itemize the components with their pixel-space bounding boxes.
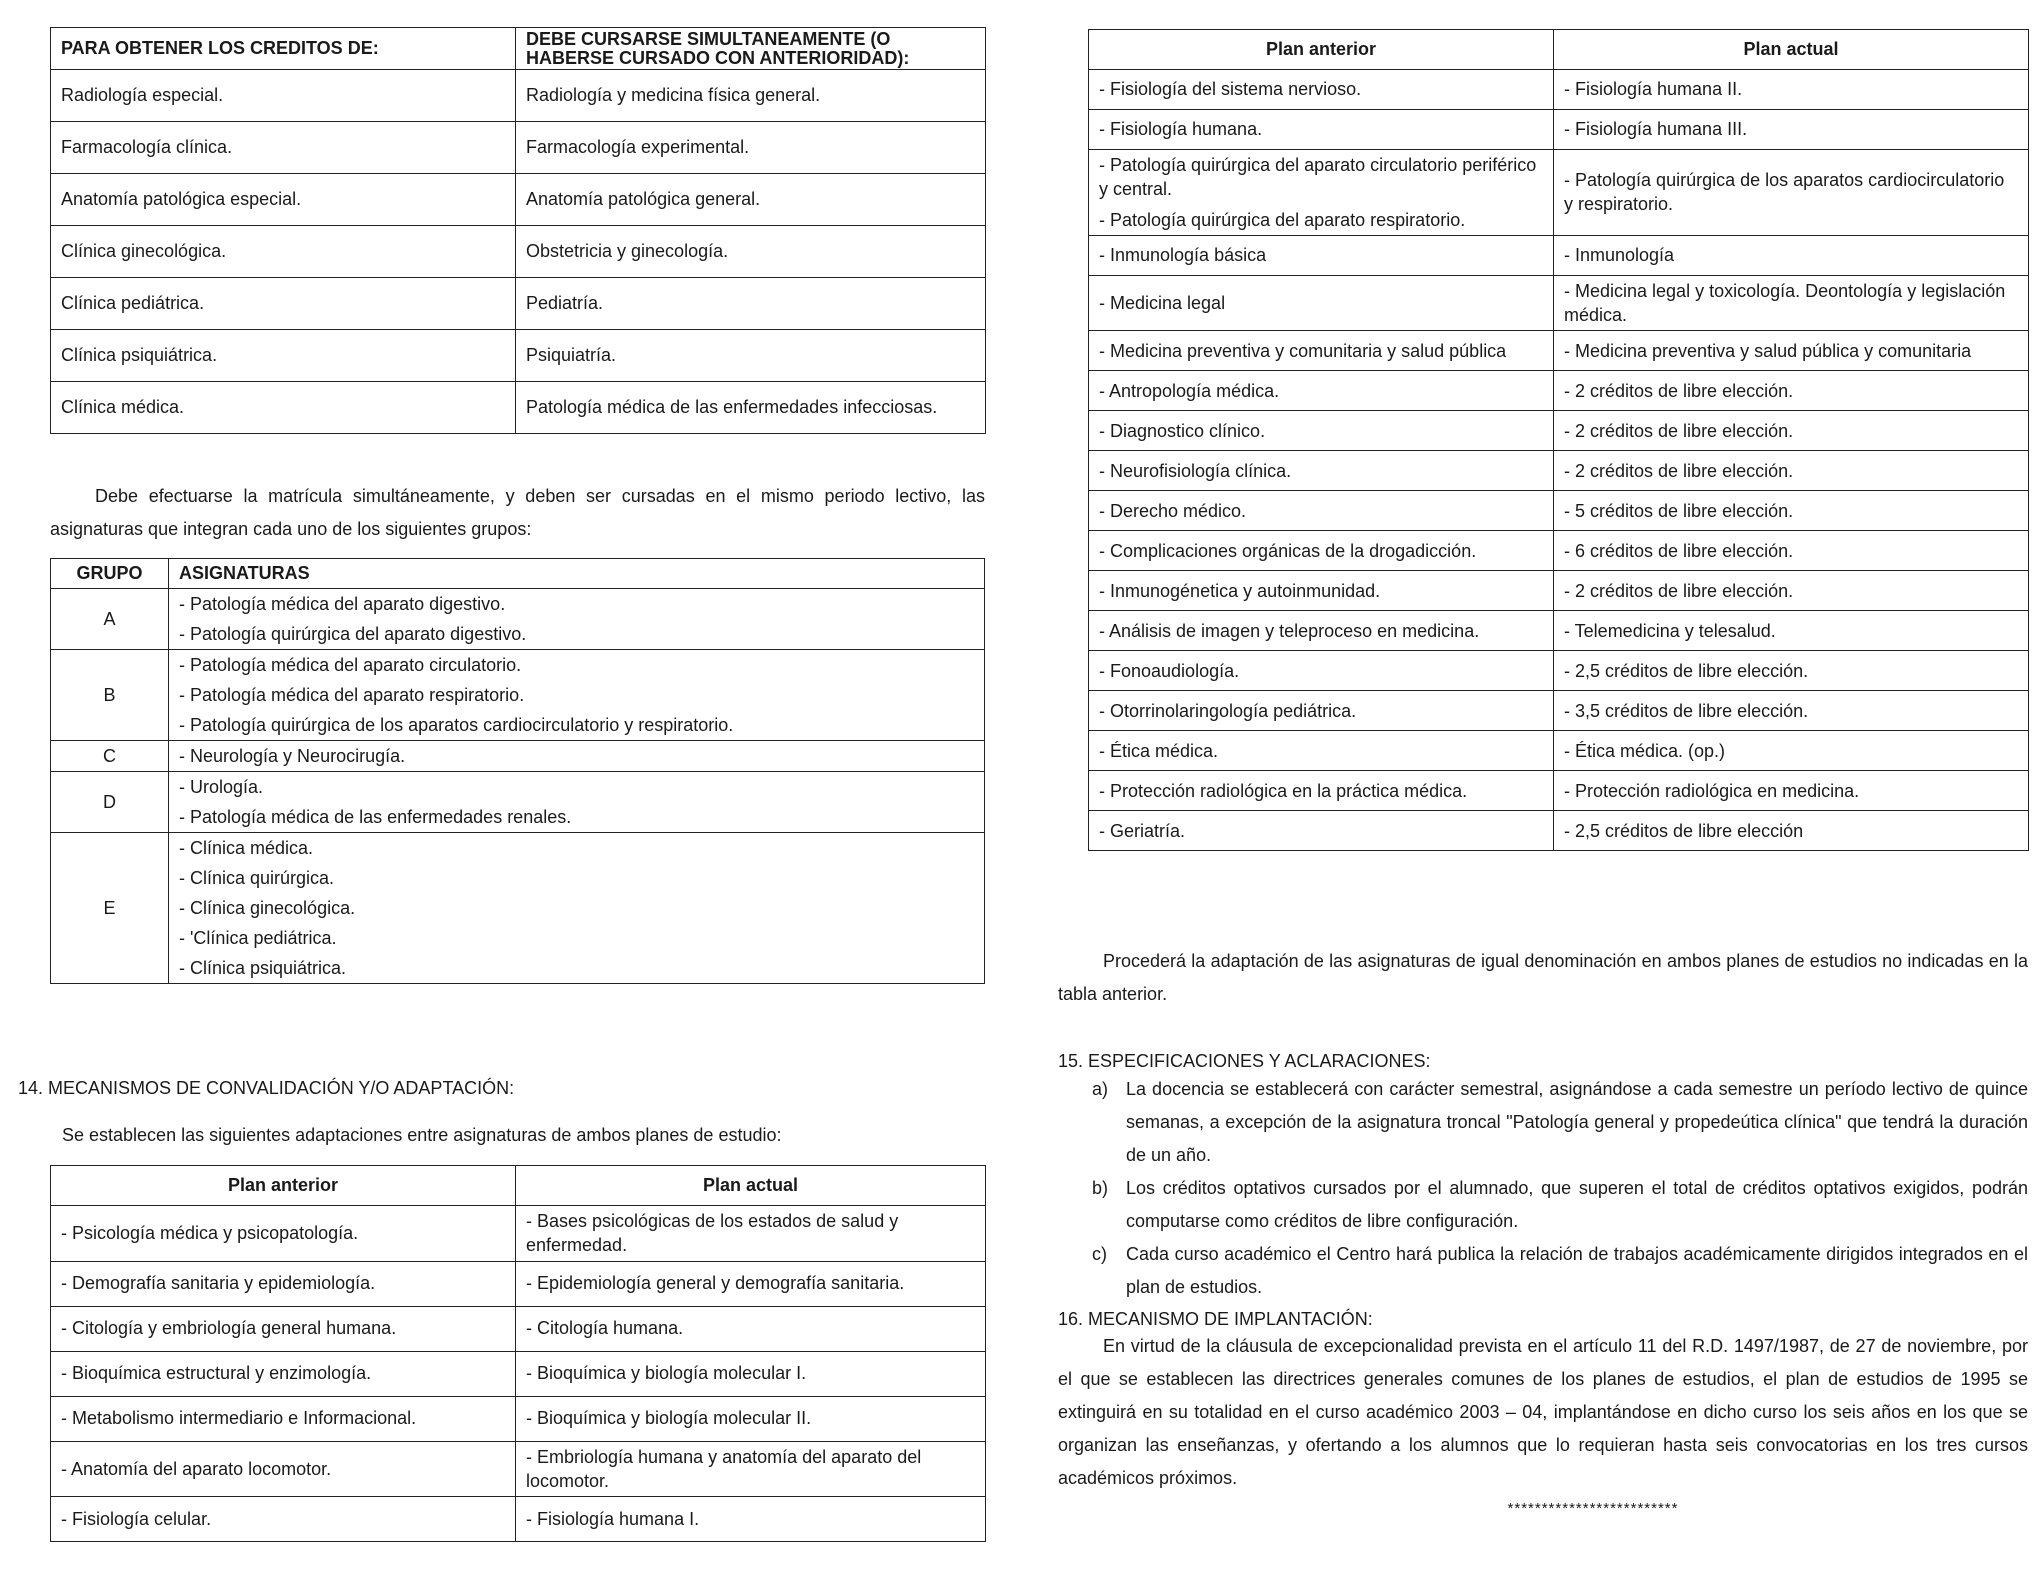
cell-text: - Fisiología celular.: [61, 1509, 212, 1530]
plan-anterior-cell: [1089, 411, 1554, 451]
plan-anterior-cell: [1089, 491, 1554, 531]
table-cell: Farmacología experimental.: [516, 122, 986, 174]
plan-anterior-cell: [1089, 235, 1554, 275]
plan-anterior-cell: [1089, 451, 1554, 491]
group-subject: - Patología médica del aparato respiratorio.: [179, 685, 525, 705]
plan-actual-cell: [1554, 451, 2029, 491]
cell-text: - Complicaciones orgánicas de la drogadicción.: [1099, 540, 1477, 561]
group-label: D: [51, 772, 169, 833]
plan-anterior-cell: [1089, 531, 1554, 571]
plan-anterior-cell: [51, 1261, 516, 1306]
plan-actual-cell: [1554, 691, 2029, 731]
cell-text: - 2 créditos de libre elección.: [1564, 420, 1794, 441]
table-row: [51, 226, 986, 278]
table-row: [51, 330, 986, 382]
plan-anterior-cell: [1089, 371, 1554, 411]
plan-anterior-cell: [1089, 651, 1554, 691]
cell-text: - Ética médica. (op.): [1564, 740, 1726, 761]
table-row: [51, 1396, 986, 1441]
spec-item-text: La docencia se establecerá con carácter semestral, asignándose a cada semestre un período lectivo de quince semanas, a excepción de la asignatura troncal "Patología general y propedeútica clínica" que tendrá la duración de un año.: [1126, 1079, 2028, 1165]
section-15-list: [1058, 1073, 2028, 1304]
table-header-row: [51, 559, 985, 589]
table-row: [1089, 691, 2029, 731]
table-header-row: [1089, 30, 2029, 70]
adaptacion-paragraph: Procederá la adaptación de las asignaturas de igual denominación en ambos planes de estudios no indicadas en la tabla anterior.: [1058, 951, 2028, 1004]
table-row: [1089, 150, 2029, 236]
cell-text: - 3,5 créditos de libre elección.: [1564, 700, 1809, 721]
group-subjects: [169, 741, 985, 772]
group-subjects: [169, 833, 985, 984]
plan-anterior-cell: [51, 1206, 516, 1262]
header-asignaturas: ASIGNATURAS: [169, 559, 985, 589]
plan-actual-cell: [516, 1206, 986, 1262]
table-cell: Clínica psiquiátrica.: [51, 330, 516, 382]
table-header-row: [51, 1166, 986, 1206]
plan-anterior-cell: [1089, 150, 1554, 236]
plan-actual-cell: [1554, 611, 2029, 651]
section-14-heading: 14. MECANISMOS DE CONVALIDACIÓN Y/O ADAPTACIÓN:: [18, 1078, 515, 1098]
plan-anterior-cell: [51, 1497, 516, 1542]
cell-text: - Análisis de imagen y teleproceso en medicina.: [1099, 620, 1480, 641]
table-row: [51, 174, 986, 226]
plan-anterior-cell: [51, 1351, 516, 1396]
cell-text: - Patología quirúrgica de los aparatos cardiocirculatorio y respiratorio.: [1564, 170, 2005, 215]
cell-text: - Bioquímica y biología molecular I.: [526, 1363, 807, 1384]
plan-anterior-cell: [51, 1396, 516, 1441]
table-row: [1089, 70, 2029, 110]
table-row: [1089, 811, 2029, 851]
plan-anterior-cell: [1089, 571, 1554, 611]
table-row: [1089, 731, 2029, 771]
plan-actual-cell: [1554, 235, 2029, 275]
cell-text: - Medicina preventiva y salud pública y comunitaria: [1564, 340, 1972, 361]
plan-actual-cell: [516, 1396, 986, 1441]
plan-anterior-cell: [1089, 771, 1554, 811]
group-subject: - Clínica quirúrgica.: [179, 868, 335, 888]
table-cell: Patología médica de las enfermedades infecciosas.: [516, 382, 986, 434]
table-cell: Radiología y medicina física general.: [516, 70, 986, 122]
table-row: [51, 1497, 986, 1542]
group-subject: - Neurología y Neurocirugía.: [179, 746, 406, 766]
header-plan-anterior: Plan anterior: [1089, 30, 1554, 70]
spec-item-label: a): [1092, 1079, 1109, 1099]
group-subject: - Patología quirúrgica del aparato digestivo.: [179, 624, 527, 644]
table-cell: Radiología especial.: [51, 70, 516, 122]
table-cell: Farmacología clínica.: [51, 122, 516, 174]
plan-actual-cell: [1554, 531, 2029, 571]
cell-text: - Bases psicológicas de los estados de salud y enfermedad.: [526, 1211, 899, 1256]
group-subject: - Clínica ginecológica.: [179, 898, 356, 918]
table-row: [1089, 235, 2029, 275]
table-row: [51, 1306, 986, 1351]
table-row: [51, 70, 986, 122]
table-row: [1089, 571, 2029, 611]
plan-anterior-cell: [51, 1306, 516, 1351]
cell-text: - Protección radiológica en la práctica médica.: [1099, 780, 1468, 801]
cell-text: - Otorrinolaringología pediátrica.: [1099, 700, 1357, 721]
group-label: B: [51, 650, 169, 741]
table-cell: Anatomía patológica especial.: [51, 174, 516, 226]
group-subject: - Patología médica del aparato circulatorio.: [179, 655, 522, 675]
cell-text: - Patología quirúrgica del aparato circulatorio periférico y central.: [1099, 155, 1537, 200]
table-row: [51, 278, 986, 330]
plan-anterior-cell: [1089, 275, 1554, 331]
cell-text: - 2,5 créditos de libre elección.: [1564, 660, 1809, 681]
table-row: [1089, 531, 2029, 571]
table-row: [1089, 110, 2029, 150]
cell-text: - 2 créditos de libre elección.: [1564, 460, 1794, 481]
cell-text: - Inmunología: [1564, 245, 1675, 266]
spec-item-text: Los créditos optativos cursados por el alumnado, que superen el total de créditos optativos exigidos, podrán computarse como créditos de libre configuración.: [1126, 1178, 2028, 1231]
plan-actual-cell: [1554, 70, 2029, 110]
table-cell: Anatomía patológica general.: [516, 174, 986, 226]
cell-text: - Telemedicina y telesalud.: [1564, 620, 1776, 641]
group-subject: - Clínica psiquiátrica.: [179, 958, 347, 978]
plan-actual-cell: [1554, 411, 2029, 451]
cell-text: - Patología quirúrgica del aparato respiratorio.: [1099, 209, 1466, 230]
cell-text: - Protección radiológica en medicina.: [1564, 780, 1860, 801]
group-subject: - Patología quirúrgica de los aparatos cardiocirculatorio y respiratorio.: [179, 715, 734, 735]
spec-item: [1058, 1073, 2028, 1172]
table-cell: Obstetricia y ginecología.: [516, 226, 986, 278]
cell-text: - Ética médica.: [1099, 740, 1219, 761]
cell-text: - Geriatría.: [1099, 820, 1186, 841]
plan-anterior-cell: [1089, 110, 1554, 150]
plan-anterior-cell: [1089, 731, 1554, 771]
table-row: [1089, 451, 2029, 491]
plan-actual-cell: [1554, 571, 2029, 611]
cell-text: - Antropología médica.: [1099, 380, 1280, 401]
section-16-text: En virtud de la cláusula de excepcionalidad prevista en el artículo 11 del R.D. 1497/1987, de 27 de noviembre, por el que se establecen las directrices generales comunes de los planes de estudios, el plan de estudios de 1995 se extinguirá en su totalidad en el curso académico 2003 – 04, implantándose en dicho curso los seis años en los que se organizan las enseñanzas, y ofertando a los alumnos que lo requieran hasta seis convocatorias en los tres cursos académicos próximos.: [1058, 1336, 2028, 1488]
table-cell: Clínica ginecológica.: [51, 226, 516, 278]
group-subjects: [169, 589, 985, 650]
header-obtener: PARA OBTENER LOS CREDITOS DE:: [51, 28, 516, 70]
adaptation-table-right: [1088, 29, 2029, 851]
cell-text: - Medicina legal y toxicología. Deontología y legislación médica.: [1564, 280, 2006, 326]
plan-actual-cell: [516, 1351, 986, 1396]
group-subject: - Clínica médica.: [179, 838, 314, 858]
plan-actual-cell: [1554, 331, 2029, 371]
plan-actual-cell: [516, 1306, 986, 1351]
cell-text: - Fisiología humana.: [1099, 119, 1263, 140]
header-cursarse: DEBE CURSARSE SIMULTANEAMENTE (O HABERSE CURSADO CON ANTERIORIDAD):: [516, 28, 986, 70]
cell-text: - Bioquímica y biología molecular II.: [526, 1408, 812, 1429]
group-row: [51, 589, 985, 650]
section-14-intro: Se establecen las siguientes adaptaciones entre asignaturas de ambos planes de estudio:: [62, 1125, 782, 1145]
table-cell: Clínica pediátrica.: [51, 278, 516, 330]
section-16-heading: 16. MECANISMO DE IMPLANTACIÓN:: [1058, 1309, 1373, 1329]
group-label: E: [51, 833, 169, 984]
table-row: [1089, 771, 2029, 811]
spec-item-label: c): [1092, 1244, 1107, 1264]
adaptation-table-left: [50, 1165, 986, 1542]
header-plan-anterior: Plan anterior: [51, 1166, 516, 1206]
cell-text: - Neurofisiología clínica.: [1099, 460, 1292, 481]
spec-item: [1058, 1172, 2028, 1238]
plan-actual-cell: [1554, 150, 2029, 236]
cell-text: - Fisiología del sistema nervioso.: [1099, 79, 1362, 100]
table-row: [1089, 371, 2029, 411]
cell-text: - Inmunología básica: [1099, 245, 1267, 266]
table-row: [51, 1261, 986, 1306]
end-mark: *************************: [1507, 1500, 1679, 1517]
cell-text: - Fonoaudiología.: [1099, 660, 1240, 681]
table-row: [51, 1206, 986, 1262]
plan-actual-cell: [1554, 110, 2029, 150]
plan-actual-cell: [1554, 651, 2029, 691]
cell-text: - 5 créditos de libre elección.: [1564, 500, 1794, 521]
plan-anterior-cell: [1089, 611, 1554, 651]
group-row: [51, 833, 985, 984]
cell-text: - Medicina preventiva y comunitaria y salud pública: [1099, 340, 1507, 361]
cell-text: - Derecho médico.: [1099, 500, 1247, 521]
table-row: [51, 382, 986, 434]
cell-text: - Demografía sanitaria y epidemiología.: [61, 1273, 376, 1294]
table-row: [1089, 491, 2029, 531]
table-header-row: [51, 28, 986, 70]
cell-text: - 6 créditos de libre elección.: [1564, 540, 1794, 561]
plan-anterior-cell: [51, 1441, 516, 1497]
header-plan-actual: Plan actual: [516, 1166, 986, 1206]
plan-actual-cell: [1554, 771, 2029, 811]
group-subjects: [169, 650, 985, 741]
cell-text: - Bioquímica estructural y enzimología.: [61, 1363, 372, 1384]
cell-text: - Epidemiología general y demografía sanitaria.: [526, 1273, 905, 1294]
plan-anterior-cell: [1089, 811, 1554, 851]
cell-text: - Fisiología humana I.: [526, 1509, 700, 1530]
matricula-paragraph: Debe efectuarse la matrícula simultáneamente, y deben ser cursadas en el mismo periodo lectivo, las asignaturas que integran cada uno de los siguientes grupos:: [50, 486, 985, 539]
group-label: A: [51, 589, 169, 650]
group-subject: - 'Clínica pediátrica.: [179, 928, 337, 948]
group-row: [51, 741, 985, 772]
plan-actual-cell: [516, 1441, 986, 1497]
groups-table: [50, 558, 985, 984]
group-subject: - Urología.: [179, 777, 264, 797]
section-15-heading: 15. ESPECIFICACIONES Y ACLARACIONES:: [1058, 1051, 1431, 1071]
cell-text: - Medicina legal: [1099, 293, 1226, 314]
cell-text: - Anatomía del aparato locomotor.: [61, 1458, 332, 1479]
table-cell: Clínica médica.: [51, 382, 516, 434]
spec-item-text: Cada curso académico el Centro hará publica la relación de trabajos académicamente dirigidos integrados en el plan de estudios.: [1126, 1244, 2028, 1297]
cell-text: - 2 créditos de libre elección.: [1564, 580, 1794, 601]
group-label: C: [51, 741, 169, 772]
table-row: [1089, 331, 2029, 371]
group-subjects: [169, 772, 985, 833]
cell-text: - Psicología médica y psicopatología.: [61, 1223, 359, 1244]
group-row: [51, 650, 985, 741]
table-row: [1089, 411, 2029, 451]
cell-text: - Embriología humana y anatomía del aparato del locomotor.: [526, 1446, 922, 1491]
plan-actual-cell: [1554, 371, 2029, 411]
header-plan-actual: Plan actual: [1554, 30, 2029, 70]
table-row: [51, 1351, 986, 1396]
group-subject: - Patología médica de las enfermedades renales.: [179, 807, 572, 827]
table-cell: Psiquiatría.: [516, 330, 986, 382]
table-row: [1089, 651, 2029, 691]
cell-text: - Diagnostico clínico.: [1099, 420, 1266, 441]
cell-text: - Fisiología humana II.: [1564, 79, 1743, 100]
header-grupo: GRUPO: [51, 559, 169, 589]
group-row: [51, 772, 985, 833]
plan-anterior-cell: [1089, 70, 1554, 110]
spec-item: [1058, 1238, 2028, 1304]
plan-actual-cell: [1554, 275, 2029, 331]
table-row: [51, 1441, 986, 1497]
credits-table: [50, 27, 986, 434]
plan-actual-cell: [1554, 491, 2029, 531]
spec-item-label: b): [1092, 1178, 1109, 1198]
cell-text: - Citología humana.: [526, 1318, 684, 1339]
plan-actual-cell: [1554, 811, 2029, 851]
cell-text: - Inmunogénetica y autoinmunidad.: [1099, 580, 1381, 601]
plan-actual-cell: [1554, 731, 2029, 771]
plan-actual-cell: [516, 1497, 986, 1542]
plan-anterior-cell: [1089, 331, 1554, 371]
plan-anterior-cell: [1089, 691, 1554, 731]
group-subject: - Patología médica del aparato digestivo.: [179, 594, 506, 614]
table-cell: Pediatría.: [516, 278, 986, 330]
table-row: [1089, 611, 2029, 651]
cell-text: - 2 créditos de libre elección.: [1564, 380, 1794, 401]
cell-text: - Citología y embriología general humana.: [61, 1318, 397, 1339]
table-row: [1089, 275, 2029, 331]
cell-text: - Metabolismo intermediario e Informacional.: [61, 1408, 417, 1429]
cell-text: - 2,5 créditos de libre elección: [1564, 820, 1804, 841]
plan-actual-cell: [516, 1261, 986, 1306]
table-row: [51, 122, 986, 174]
cell-text: - Fisiología humana III.: [1564, 119, 1748, 140]
